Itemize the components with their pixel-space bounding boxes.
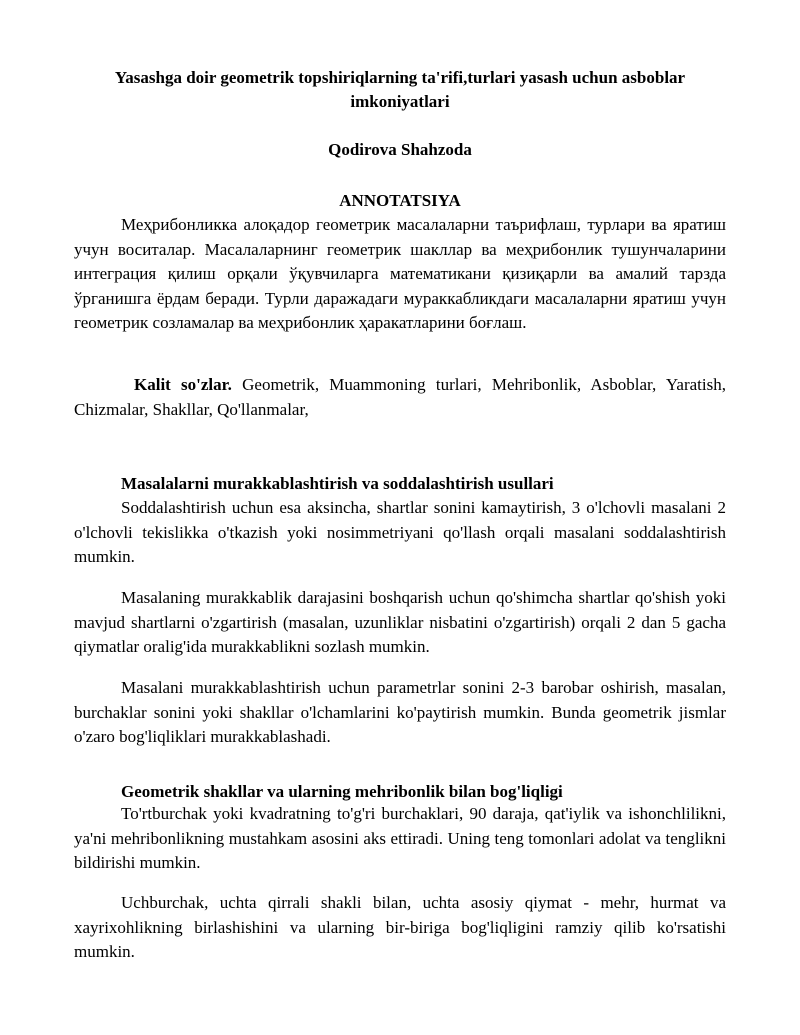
section-heading: Masalalarni murakkablashtirish va soddalashtirish usullari bbox=[121, 474, 554, 493]
annotation-text: Меҳрибонликка алоқадор геометрик масалаларни таърифлаш, турлари ва яратиш учун воситалар. Масалаларнинг геометрик шакллар ва меҳрибонлик тушунчаларини интеграция қилиш орқали ўқувчиларга математикани қизиқарли ва амалий тарзда ўрганишга ёрдам беради. Турли даражадаги мураккабликдаги масалаларни яратиш учун геометрик созламалар ва меҳрибонлик ҳаракатларини боғлаш. bbox=[74, 215, 726, 332]
section-heading: Geometrik shakllar va ularning mehribonlik bilan bog'liqligi bbox=[121, 782, 563, 801]
section-paragraph: Soddalashtirish uchun esa aksincha, shartlar sonini kamaytirish, 3 o'lchovli masalani 2 o'lchovli tekislikka o'tkazish yoki nosimmetriyani qo'llash orqali masalani soddalashtirish mumkin. bbox=[74, 498, 726, 566]
keywords-label: Kalit so'zlar. bbox=[134, 375, 232, 394]
annotation-heading: ANNOTATSIYA bbox=[339, 191, 461, 210]
keywords-paragraph bbox=[74, 373, 726, 422]
section-paragraph: Uchburchak, uchta qirrali shakli bilan, uchta asosiy qiymat - mehr, hurmat va xayrixohlikning birlashishini va ularning bir-biriga bog'liqligini ramziy qilib ko'rsatishi mumkin. bbox=[74, 893, 726, 961]
section-paragraph: To'rtburchak yoki kvadratning to'g'ri burchaklari, 90 daraja, qat'iylik va ishonchlilikni, ya'ni mehribonlikning mustahkam asosini aks ettiradi. Uning teng tomonlari adolat va tenglikni bildirishi mumkin. bbox=[74, 804, 726, 872]
section-paragraph: Masalaning murakkablik darajasini boshqarish uchun qo'shimcha shartlar qo'shish yoki mavjud shartlarni o'zgartirish (masalan, uzunliklar nisbatini o'zgartirish) orqali 2 dan 5 gacha qiymatlar oralig'ida murakkablikni sozlash mumkin. bbox=[74, 588, 726, 656]
document-title: Yasashga doir geometrik topshiriqlarning ta'rifi,turlari yasash uchun asboblar imkoniyatlari bbox=[114, 68, 686, 111]
keywords-text: Geometrik, Muammoning turlari, Mehribonlik, Asboblar, Yaratish, Chizmalar, Shakllar, Qo'llanmalar, bbox=[74, 375, 726, 419]
author-name: Qodirova Shahzoda bbox=[328, 140, 472, 159]
section-paragraph: Masalani murakkablashtirish uchun parametrlar sonini 2-3 barobar oshirish, masalan, burchaklar sonini yoki shakllar o'lchamlarini ko'paytirish mumkin. Bunda geometrik jismlar o'zaro bog'liqliklari murakkablashadi. bbox=[74, 678, 726, 746]
